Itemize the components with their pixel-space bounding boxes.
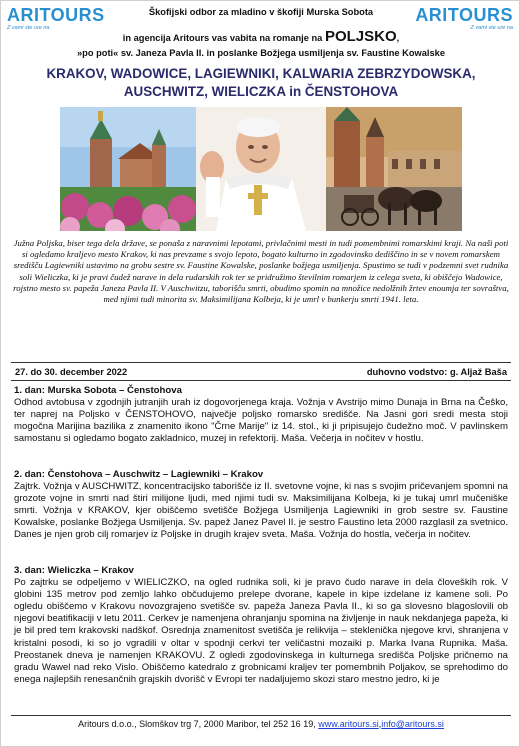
divider-footer [11,715,511,716]
day-description: Odhod avtobusa v zgodnjih jutranjih urah iz dogovorjenega kraja. Vožnja v Avstrijo mimo Dunaja in Brna na Češko, ter naprej na Poljsko v ČENSTOHOVO, največje poljsko romarsko središče. Na Jasni gori sredi mesta stoji mogočna Marijina bazilika z znamenito ikono "Črne Marije" iz 14. stol., ki ji pripisujejo čudežno moč. V pavlinskem samostanu si ogledamo bogato zakladnico, muzej in refektorij. Maša. Večerja in nočitev v hostlu. [14,397,508,445]
day-description: Zajtrk. Vožnja v AUSCHWITZ, koncentracijsko taborišče iz II. svetovne vojne, ki nas s svojim pričevanjem spomni na grozote vojne in smrti nad štiri milijone ljudi, med njimi tudi sv. Maksimilijana Kolbeja, ki je tukaj umrl mučeniške smrti. Vožnja v KRAKOV, kjer obiščemo svetišče Božjega Usmiljenja Lagiewniki in grob sestre sv. Faustine Kowalske, poslanke Božjega Usmiljenja. Sv. papež Janez Pavel II. je sestro Faustino leta 2000 razglasil za svetnico. Danes je njen grob cilj romarjev iz Poljske in drugih krajev sveta. Maša. Vožnja do hostla, večerja in nočitev. [14,481,508,541]
logo-text: ARITOURS [7,5,105,25]
header-line-invitation [1,28,520,45]
footer-company: Aritours d.o.o., Slomškov trg 7, 2000 Maribor, tel 252 16 19, [78,719,319,729]
header-line-theme: »po poti« sv. Janeza Pavla II. in poslanke Božjega usmiljenja sv. Faustine Kowalske [76,48,446,58]
trip-title-line-2: AUSCHWITZ, WIELICZKA in ČENSTOHOVA [123,84,399,99]
photo-pope-john-paul [196,107,326,231]
footer-contact [1,719,520,729]
intro-paragraph: Južna Poljska, biser tega dela države, se ponaša z naravnimi lepotami, privlačnimi mesti in tudi pomembnimi romarskimi kraji. Na naši poti si ogledamo kraljevo mesto Krakov, ki nas prevzame s svojo lepoto, bogato kulturno in zgodovinsko dediščino in se v novem romarskem središču Lagiewniki ustavimo na grobu sestre sv. Faustine Kowalske, poslanke božjega usmiljenja. Spustimo se tudi v podzemni svet rudnika soli Wieliczka, ki je pravi čudež narave in dela rudarskih rok ter se pridružimo številnim romarjem iz celega sveta, ki obiščejo Wadowice, rojstno mesto sv. papeža Janeza Pavla II. V Auschwitzu, taborišču smrti, obudimo spomin na množice nedolžnih žrtev enoumja ter sovraštva, med njimi tudi minorita sv. Maksimilijana Kolbeja, ki je umrl v bunkerju smrti 1941. leta. [13,238,509,305]
day-title: 2. dan: Čenstohova – Auschwitz – Lagiewniki – Krakov [14,469,264,480]
spiritual-guide: duhovno vodstvo: g. Aljaž Baša [366,367,507,377]
day-1 [14,385,508,445]
photo-strip [60,107,462,231]
logo-tagline: Z vami ste ure na [7,25,50,31]
divider-bottom [11,380,511,381]
website-link[interactable]: www.aritours.si [318,719,379,729]
logo-tagline: Z vami ste ure na [470,25,513,31]
day-description: Po zajtrku se odpeljemo v WIELICZKO, na ogled rudnika soli, ki je pravo čudo narave in dela človeških rok. V globini 135 metrov pod zemljo lahko občudujemo prelepe dvorane, kapele in kipe izdelane iz kamene soli. Po ogledu obiščemo v Krakovu novozgrajeno svetišče sv. papeža Janeza Pavla II., ki so ga slovesno blagoslovili ob njegovi beatifikaciji v letu 2011. Cerkev je namenjena ohranjanju spomina na življenje in nauk nekdanjega papeža, ki je bil pred tem krakovski nadškof. Osrednja znamenitost svetišča je relikvija – steklenička njegove krvi, shranjena v kristalni posodi, ki so jo vgradili v oltar v spodnji cerkvi ter veličastni mozaiki p. Marka Ivana Rupnika. Maša. Preostanek dneva je namenjen KRAKOVU. Z ogledi zgodovinskega in kulturnega središča Poljske pričnemo na gradu Wawel nad reko Vislo. Obiščemo katedralo z grobnicami kraljev ter pomembnih Poljakov, se sprehodimo do enega najlepših renesančnih grajskih dvorišč v Evropi ter nadaljujemo skozi staro mestno jedro, ki je [14,577,508,685]
destination-country: POLJSKO [324,28,397,45]
trip-title-line-1: KRAKOV, WADOWICE, LAGIEWNIKI, KALWARIA ZEBRZYDOWSKA, [46,66,476,81]
trip-dates: 27. do 30. december 2022 [15,367,128,377]
footer-separator: , [378,719,382,729]
photo-krakow-square [326,107,462,231]
day-title: 1. dan: Murska Sobota – Čenstohova [14,385,182,396]
divider-top [11,362,511,363]
trip-dates-row [15,367,507,377]
email-link[interactable]: info@aritours.si [381,719,444,729]
header-line-organizer: Škofijski odbor za mladino v škofiji Murska Sobota [148,7,374,17]
day-3 [14,565,508,686]
photo-wawel-castle [60,107,196,231]
day-title: 3. dan: Wieliczka – Krakov [14,565,134,576]
logo-text: ARITOURS [415,5,513,25]
invitation-comma: , [396,33,400,43]
trip-title [1,65,520,101]
invitation-text: in agencija Aritours vas vabita na romanje na [122,33,325,43]
day-2 [14,469,508,542]
